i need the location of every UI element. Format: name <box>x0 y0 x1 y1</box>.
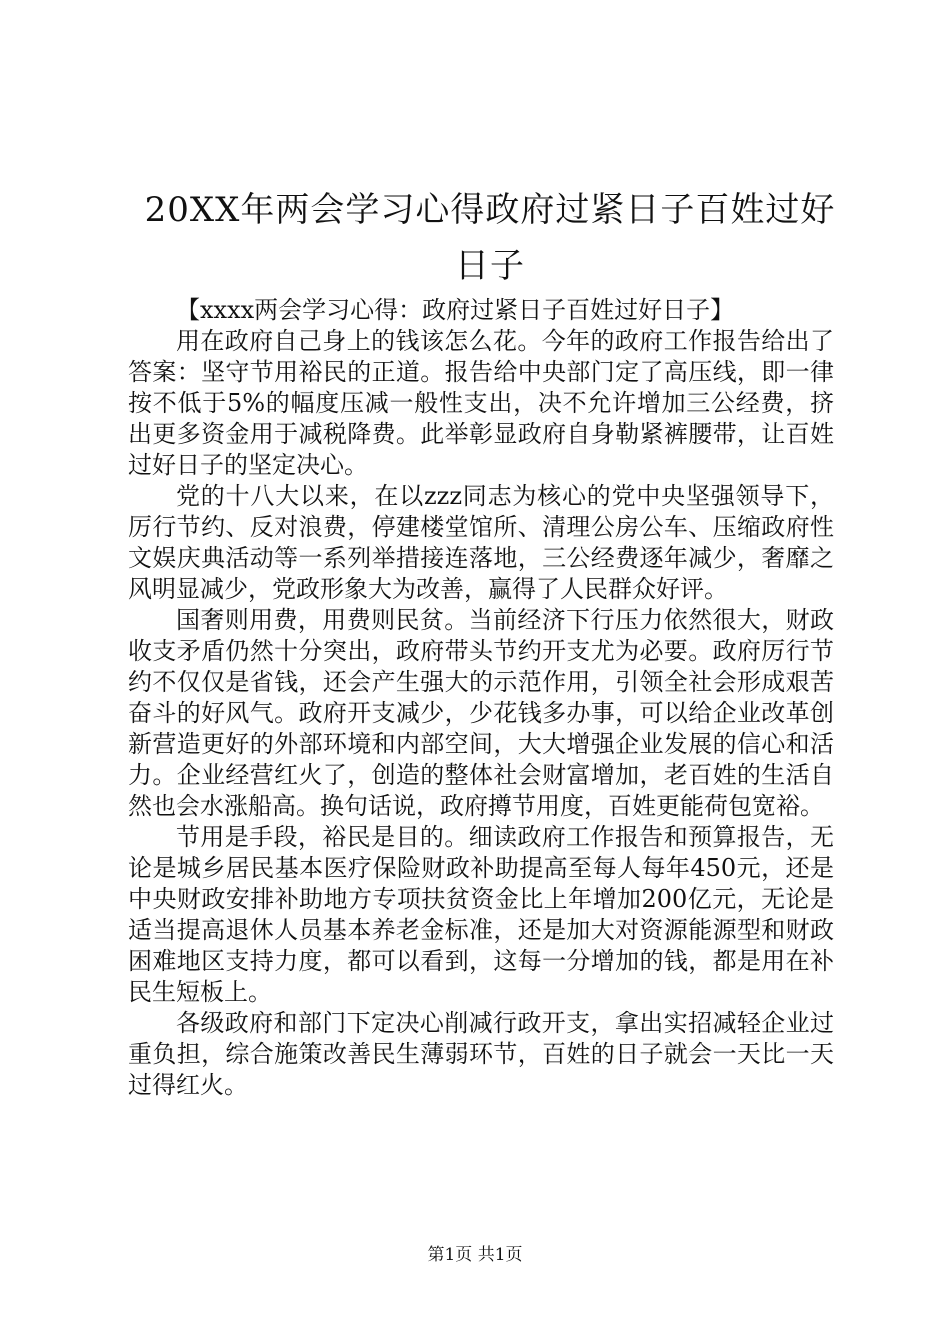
document-body <box>128 295 834 1101</box>
paragraph: 国奢则用费，用费则民贫。当前经济下行压力依然很大，财政收支矛盾仍然十分突出，政府带头节约开支尤为必要。政府厉行节约不仅仅是省钱，还会产生强大的示范作用，引领全社会形成艰苦奋斗的好风气。政府开支减少，少花钱多办事，可以给企业改革创新营造更好的外部环境和内部空间，大大增强企业发展的信心和活力。企业经营红火了，创造的整体社会财富增加，老百姓的生活自然也会水涨船高。换句话说，政府撙节用度，百姓更能荷包宽裕。 <box>128 606 834 820</box>
paragraph: 党的十八大以来，在以zzz同志为核心的党中央坚强领导下，厉行节约、反对浪费，停建楼堂馆所、清理公房公车、压缩政府性文娱庆典活动等一系列举措接连落地，三公经费逐年减少，奢靡之风明显减少，党政形象大为改善，赢得了人民群众好评。 <box>128 482 834 603</box>
paragraph: 各级政府和部门下定决心削减行政开支，拿出实招减轻企业过重负担，综合施策改善民生薄弱环节，百姓的日子就会一天比一天过得红火。 <box>128 1009 834 1099</box>
paragraph: 节用是手段，裕民是目的。细读政府工作报告和预算报告，无论是城乡居民基本医疗保险财政补助提高至每人每年450元，还是中央财政安排补助地方专项扶贫资金比上年增加200亿元，无论是适当提高退休人员基本养老金标准，还是加大对资源能源型和财政困难地区支持力度，都可以看到，这每一分增加的钱，都是用在补民生短板上。 <box>128 823 834 1006</box>
paragraph-subtitle: 【xxxx两会学习心得：政府过紧日子百姓过好日子】 <box>176 296 735 324</box>
page-footer: 第1页 共1页 <box>427 1245 523 1265</box>
title-line-2: 日子 <box>455 246 525 286</box>
title-line-1: 20XX年两会学习心得政府过紧日子百姓过好 <box>144 190 836 230</box>
document-title <box>120 182 860 294</box>
paragraph: 用在政府自己身上的钱该怎么花。今年的政府工作报告给出了答案：坚守节用裕民的正道。报告给中央部门定了高压线，即一律按不低于5%的幅度压减一般性支出，决不允许增加三公经费，挤出更多资金用于减税降费。此举彰显政府自身勒紧裤腰带，让百姓过好日子的坚定决心。 <box>128 327 834 479</box>
